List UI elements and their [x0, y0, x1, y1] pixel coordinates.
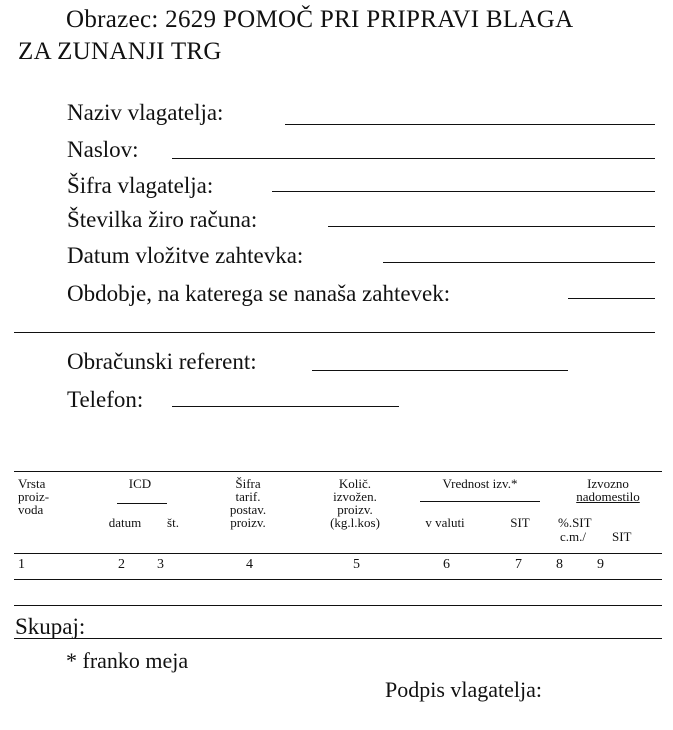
col-number-5: 5: [353, 557, 360, 572]
header-bottom-rule: [14, 553, 662, 554]
input-line-sifra[interactable]: [272, 191, 655, 192]
header-izvozno: Izvozno nadomestilo: [576, 476, 640, 504]
label-sifra: Šifra vlagatelja:: [67, 173, 214, 198]
header-pct-sit: %.SIT: [558, 515, 592, 530]
table-rule-1: [14, 579, 662, 580]
label-podpis: Podpis vlagatelja:: [385, 677, 543, 702]
input-line-telefon[interactable]: [172, 406, 399, 407]
input-line-naziv[interactable]: [285, 124, 655, 125]
input-line-obdobje[interactable]: [568, 298, 655, 299]
header-vrednost: Vrednost izv.*: [442, 476, 518, 491]
table-rule-2: [14, 605, 662, 606]
header-vrednost-rule: [420, 501, 540, 502]
col-number-6: 6: [443, 557, 450, 572]
header-icd-rule: [117, 503, 167, 504]
col-number-1: 1: [18, 557, 25, 572]
col-number-7: 7: [515, 557, 522, 572]
col-number-8: 8: [556, 557, 563, 572]
form-title-line2: ZA ZUNANJI TRG: [18, 38, 222, 65]
input-line-obdobje-cont[interactable]: [14, 332, 655, 333]
skupaj-rule: [14, 638, 662, 639]
label-naziv: Naziv vlagatelja:: [67, 100, 224, 125]
label-obdobje: Obdobje, na katerega se nanaša zahtevek:: [67, 281, 451, 306]
col-number-3: 3: [157, 557, 164, 572]
col-number-4: 4: [246, 557, 253, 572]
header-sit2: SIT: [612, 529, 632, 544]
label-telefon: Telefon:: [67, 387, 144, 412]
label-datum: Datum vložitve zahtevka:: [67, 243, 304, 268]
label-stevilka: Številka žiro računa:: [67, 207, 258, 232]
input-line-naslov[interactable]: [172, 158, 655, 159]
label-referent: Obračunski referent:: [67, 349, 257, 374]
header-sifra: Šifra tarif. postav. proizv.: [229, 476, 267, 530]
header-icd-datum: datum: [108, 515, 142, 530]
col-number-2: 2: [118, 557, 125, 572]
note-franko: * franko meja: [66, 648, 189, 673]
header-vrsta: Vrsta proiz- voda: [18, 476, 50, 517]
form-title-line1: Obrazec: 2629 POMOČ PRI PRIPRAVI BLAGA: [66, 6, 574, 33]
header-cm: c.m./: [560, 529, 586, 544]
col-number-9: 9: [597, 557, 604, 572]
input-line-datum[interactable]: [383, 262, 655, 263]
header-sit: SIT: [510, 515, 530, 530]
input-line-referent[interactable]: [312, 370, 568, 371]
header-v-valuti: v valuti: [425, 515, 465, 530]
header-icd: ICD: [128, 476, 152, 491]
label-naslov: Naslov:: [67, 137, 139, 162]
header-kolic: Količ. izvožen. proizv. (kg.l.kos): [330, 476, 380, 530]
label-skupaj: Skupaj:: [15, 614, 86, 639]
header-icd-st: št.: [167, 515, 179, 530]
input-line-stevilka[interactable]: [328, 226, 655, 227]
table-top-rule: [14, 471, 662, 472]
